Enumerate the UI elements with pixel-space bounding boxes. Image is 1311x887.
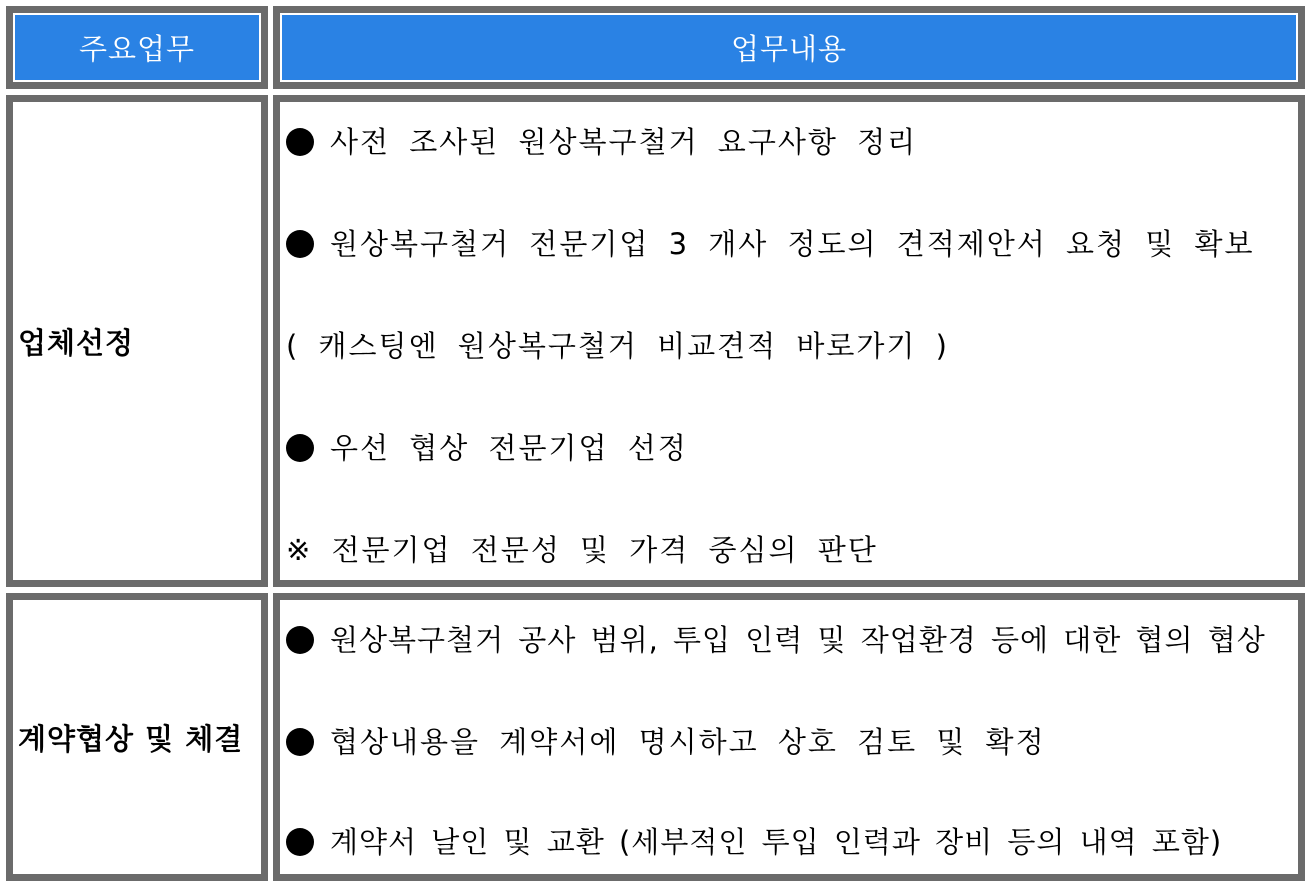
row-label-contract-negotiation: 계약협상 및 체결 (18, 721, 244, 756)
header-cell-main-task (6, 6, 268, 89)
bullet-icon (286, 728, 314, 756)
content-line-text: 협상내용을 계약서에 명시하고 상호 검토 및 확정 (330, 725, 1046, 759)
content-line (286, 824, 1222, 860)
content-line-text: 원상복구철거 공사 범위, 투입 인력 및 작업환경 등에 대한 협의 협상 (330, 623, 1266, 657)
bullet-icon (286, 434, 314, 462)
content-line (286, 328, 949, 364)
header-task-content-label: 업무내용 (730, 32, 848, 66)
bullet-icon (286, 128, 314, 156)
bullet-icon (286, 828, 314, 856)
content-line (286, 532, 878, 568)
bullet-icon (286, 230, 314, 258)
content-line (286, 124, 917, 160)
content-line-text: ( 캐스팅엔 원상복구철거 비교견적 바로가기 ) (286, 329, 949, 363)
bullet-icon (286, 626, 314, 654)
header-main-task-label: 주요업무 (78, 32, 196, 66)
content-line-text: ※ 전문기업 전문성 및 가격 중심의 판단 (286, 533, 878, 567)
content-line-text: 계약서 날인 및 교환 (세부적인 투입 인력과 장비 등의 내역 포함) (330, 825, 1223, 859)
content-line-text: 사전 조사된 원상복구철거 요구사항 정리 (330, 125, 918, 159)
content-line (286, 226, 1255, 262)
content-line (286, 724, 1046, 760)
row-label-cell-contract-negotiation (6, 593, 268, 881)
row-label-vendor-selection: 업체선정 (18, 325, 135, 360)
row-content-cell-contract-negotiation (273, 593, 1305, 881)
content-line-text: 우선 협상 전문기업 선정 (330, 431, 688, 465)
row-content-cell-vendor-selection (273, 95, 1305, 587)
row-label-cell-vendor-selection (6, 95, 268, 587)
content-line-text: 원상복구철거 전문기업 3 개사 정도의 견적제안서 요청 및 확보 (330, 227, 1255, 261)
content-line (286, 622, 1266, 658)
content-line (286, 430, 688, 466)
header-cell-task-content (273, 6, 1305, 89)
